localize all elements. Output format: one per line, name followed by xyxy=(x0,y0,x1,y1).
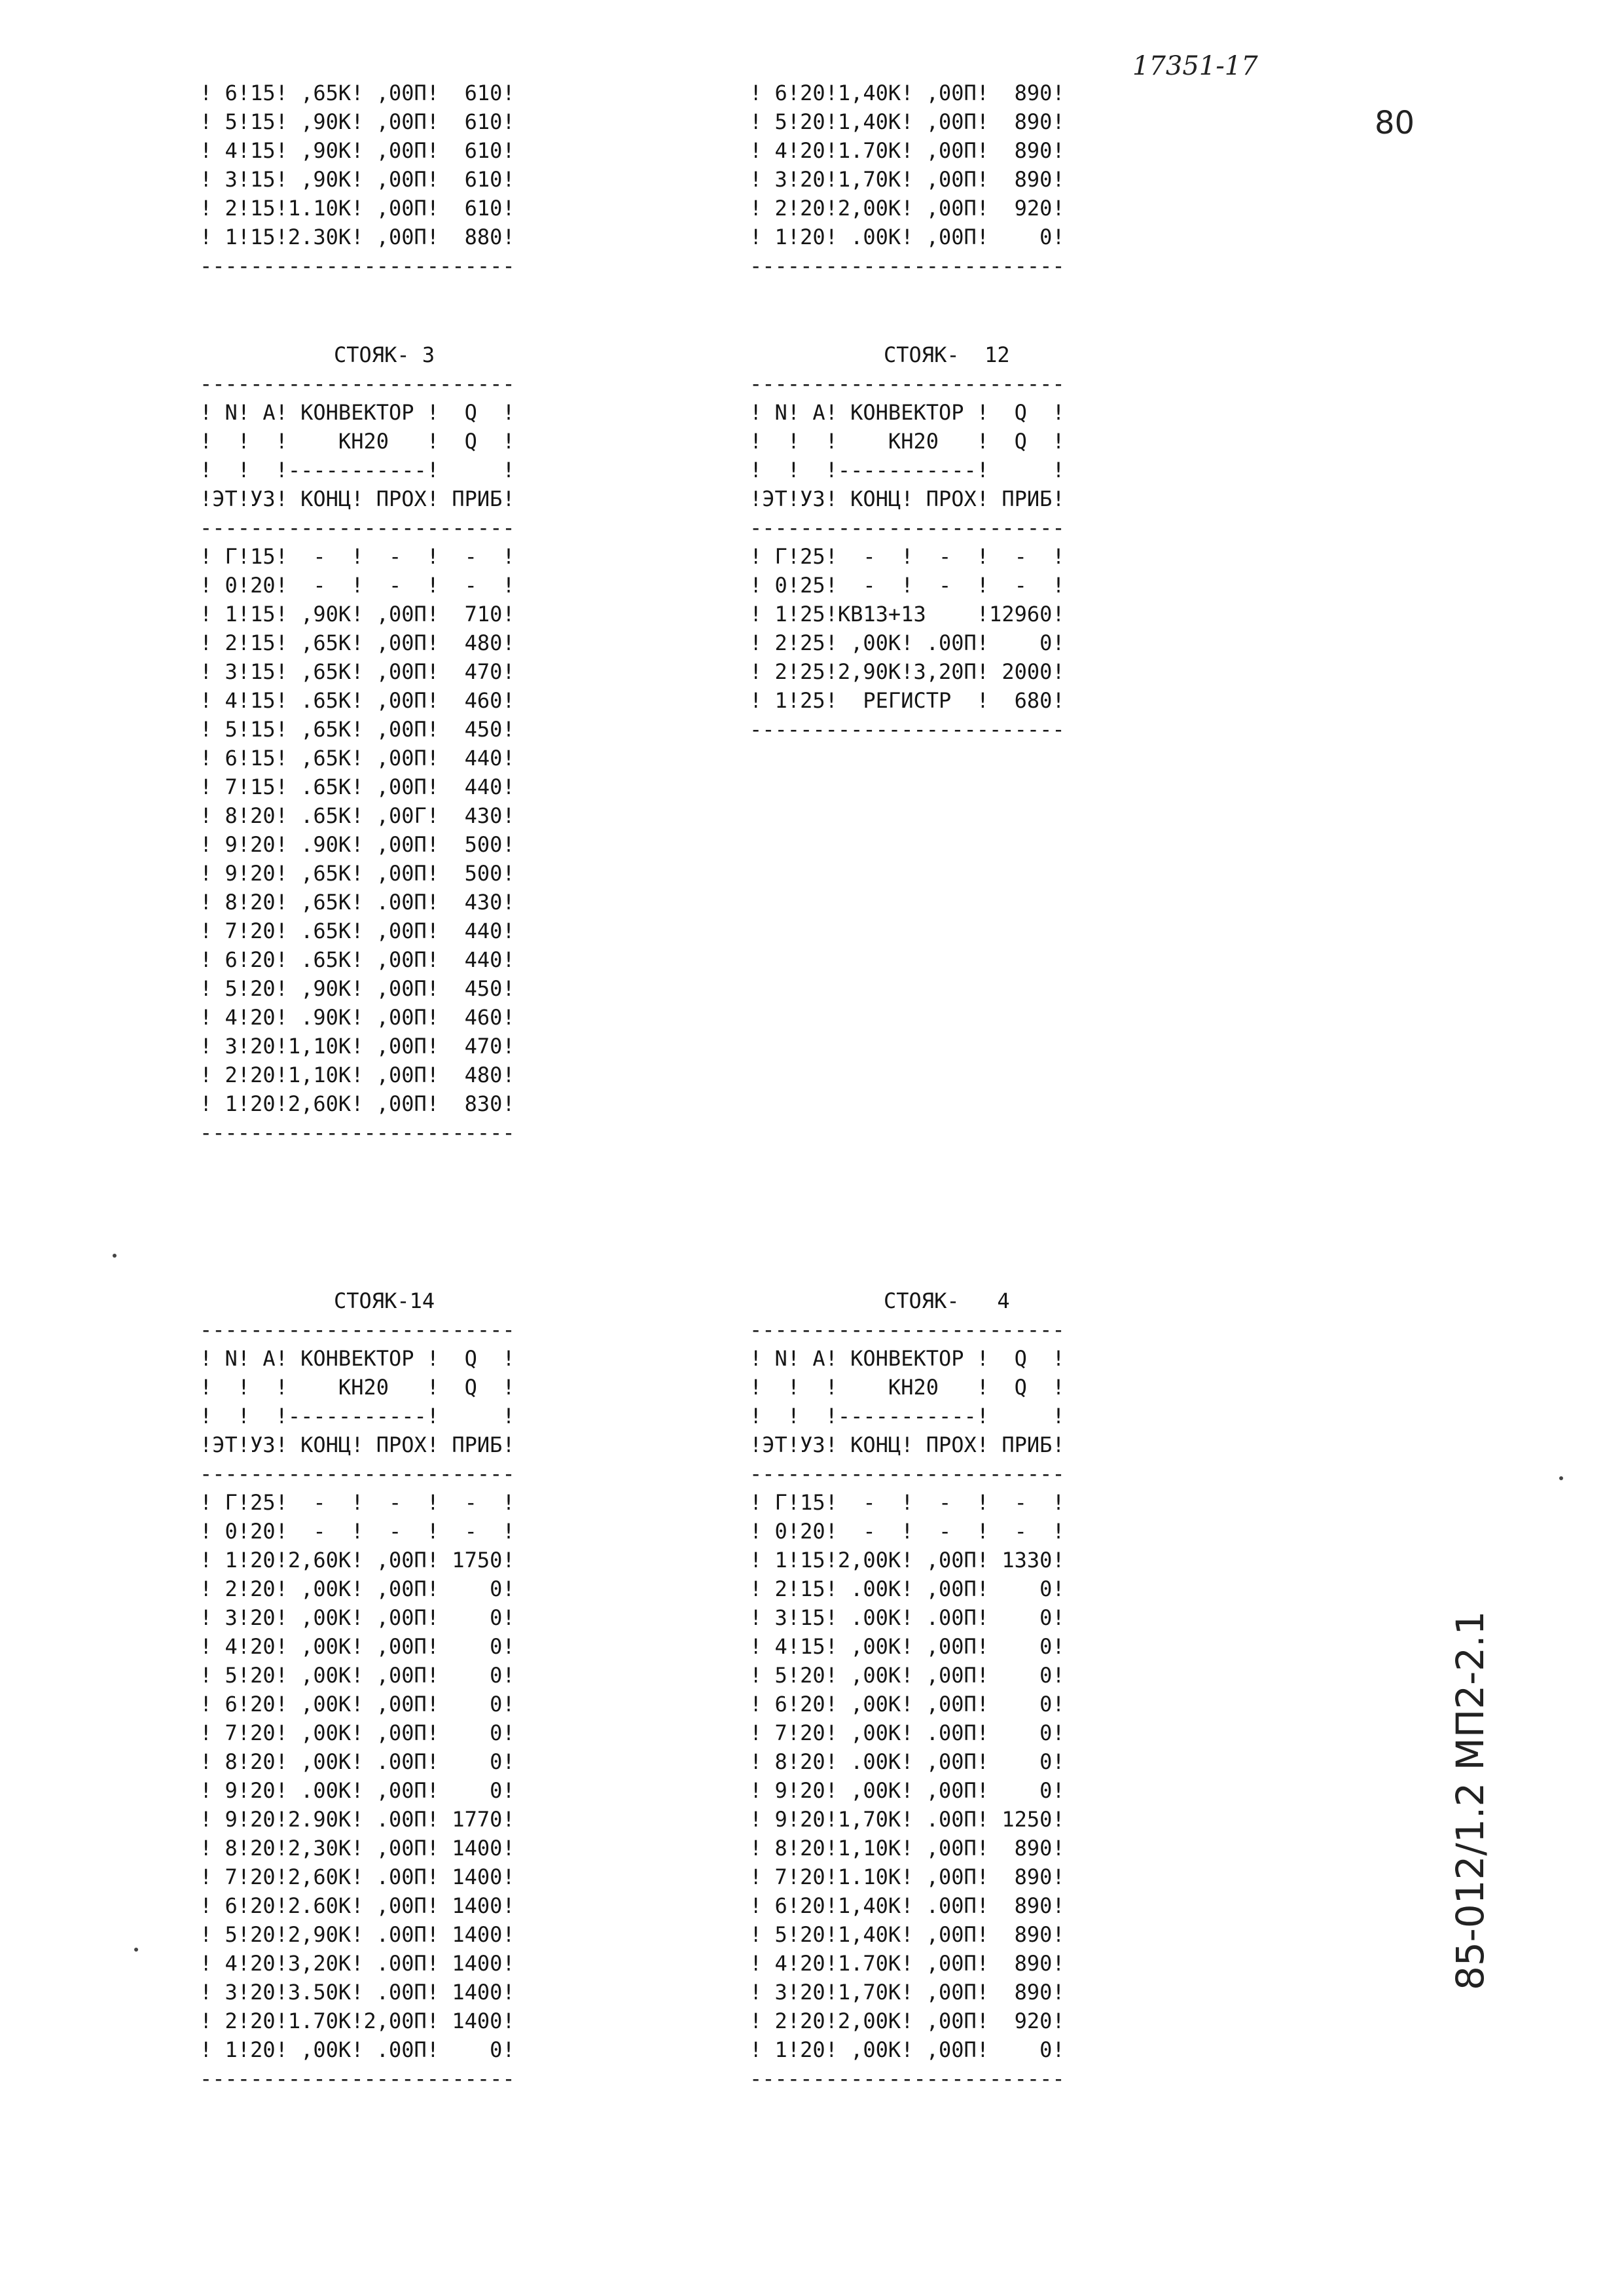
scan-speck xyxy=(113,1254,117,1258)
stoyak-12-caption: СТОЯК- 12 xyxy=(884,342,1010,367)
top-left-table-fragment: ! 6!15! ,65К! ,00П! 610! ! 5!15! ,90К! ,00П! 610! ! 4!15! ,90К! ,00П! 610! ! 3!15! ,90К! ,00П! 610! ! 2!15!1.10К! ,00П! 610! ! 1!15!2.30К! ,00П! 880! ------------------------- xyxy=(200,81,515,278)
stoyak-12-table: ------------------------- ! N! А! КОНВЕКТОР ! Q ! ! ! ! КН20 ! Q ! ! ! !-----------! ! !ЭТ!УЗ! КОНЦ! ПРОХ! ПРИБ! ------------------------- ! Г!25! - ! - ! - ! ! 0!25! - ! - ! - ! ! 1!25!КВ13+13 !12960! ! 2!25! ,00К! .00П! 0! ! 2!25!2,90К!3,20П! 2000! ! 1!25! РЕГИСТР ! 680! ------------------------- xyxy=(749,371,1065,742)
page-number: 80 xyxy=(1375,105,1415,141)
scan-speck xyxy=(1559,1476,1563,1480)
handwritten-note: 17351-17 xyxy=(1132,51,1258,81)
stoyak-14-table: ------------------------- ! N! А! КОНВЕКТОР ! Q ! ! ! ! КН20 ! Q ! ! ! !-----------! ! !ЭТ!УЗ! КОНЦ! ПРОХ! ПРИБ! ------------------------- ! Г!25! - ! - ! - ! ! 0!20! - ! - ! - ! ! 1!20!2,60К! ,00П! 1750! ! 2!20! ,00К! ,00П! 0! ! 3!20! ,00К! ,00П! 0! ! 4!20! ,00К! ,00П! 0! ! 5!20! ,00К! ,00П! 0! ! 6!20! ,00К! ,00П! 0! ! 7!20! ,00К! ,00П! 0! ! 8!20! ,00К! .00П! 0! ! 9!20! .00К! ,00П! 0! ! 9!20!2.90К! .00П! 1770! ! 8!20!2,30К! ,00П! 1400! ! 7!20!2,60К! .00П! 1400! ! 6!20!2.60К! ,00П! 1400! ! 5!20!2,90К! .00П! 1400! ! 4!20!3,20К! .00П! 1400! ! 3!20!3.50К! .00П! 1400! ! 2!20!1.70К!2,00П! 1400! ! 1!20! ,00К! .00П! 0! ------------------------- xyxy=(200,1317,515,2091)
stoyak-4-table: ------------------------- ! N! А! КОНВЕКТОР ! Q ! ! ! ! КН20 ! Q ! ! ! !-----------! ! !ЭТ!УЗ! КОНЦ! ПРОХ! ПРИБ! ------------------------- ! Г!15! - ! - ! - ! ! 0!20! - ! - ! - ! ! 1!15!2,00К! ,00П! 1330! ! 2!15! .00К! ,00П! 0! ! 3!15! .00К! .00П! 0! ! 4!15! ,00К! ,00П! 0! ! 5!20! ,00К! ,00П! 0! ! 6!20! ,00К! ,00П! 0! ! 7!20! ,00К! .00П! 0! ! 8!20! .00К! ,00П! 0! ! 9!20! ,00К! ,00П! 0! ! 9!20!1,70К! .00П! 1250! ! 8!20!1,10К! ,00П! 890! ! 7!20!1.10К! ,00П! 890! ! 6!20!1,40К! .00П! 890! ! 5!20!1,40К! ,00П! 890! ! 4!20!1.70К! ,00П! 890! ! 3!20!1,70К! ,00П! 890! ! 2!20!2,00К! ,00П! 920! ! 1!20! ,00К! ,00П! 0! ------------------------- xyxy=(749,1317,1065,2091)
stoyak-3-table: ------------------------- ! N! А! КОНВЕКТОР ! Q ! ! ! ! КН20 ! Q ! ! ! !-----------! ! !ЭТ!УЗ! КОНЦ! ПРОХ! ПРИБ! ------------------------- ! Г!15! - ! - ! - ! ! 0!20! - ! - ! - ! ! 1!15! ,90К! ,00П! 710! ! 2!15! ,65К! ,00П! 480! ! 3!15! ,65К! ,00П! 470! ! 4!15! .65К! ,00П! 460! ! 5!15! ,65К! ,00П! 450! ! 6!15! ,65К! ,00П! 440! ! 7!15! .65К! ,00П! 440! ! 8!20! .65К! ,00Г! 430! ! 9!20! .90К! ,00П! 500! ! 9!20! ,65К! ,00П! 500! ! 8!20! ,65К! .00П! 430! ! 7!20! .65К! ,00П! 440! ! 6!20! .65К! ,00П! 440! ! 5!20! ,90К! ,00П! 450! ! 4!20! .90К! ,00П! 460! ! 3!20!1,10К! ,00П! 470! ! 2!20!1,10К! ,00П! 480! ! 1!20!2,60К! ,00П! 830! ------------------------- xyxy=(200,371,515,1145)
stoyak-14-caption: СТОЯК-14 xyxy=(334,1288,435,1313)
stoyak-3-caption: СТОЯК- 3 xyxy=(334,342,435,367)
document-code: 85-012/1.2 МП2-2.1 xyxy=(1448,1610,1492,1990)
scan-speck xyxy=(134,1948,138,1952)
top-right-table-fragment: ! 6!20!1,40К! ,00П! 890! ! 5!20!1,40К! ,00П! 890! ! 4!20!1.70К! ,00П! 890! ! 3!20!1,70К! ,00П! 890! ! 2!20!2,00К! ,00П! 920! ! 1!20! .00К! ,00П! 0! ------------------------- xyxy=(749,81,1065,278)
stoyak-4-caption: СТОЯК- 4 xyxy=(884,1288,1010,1313)
